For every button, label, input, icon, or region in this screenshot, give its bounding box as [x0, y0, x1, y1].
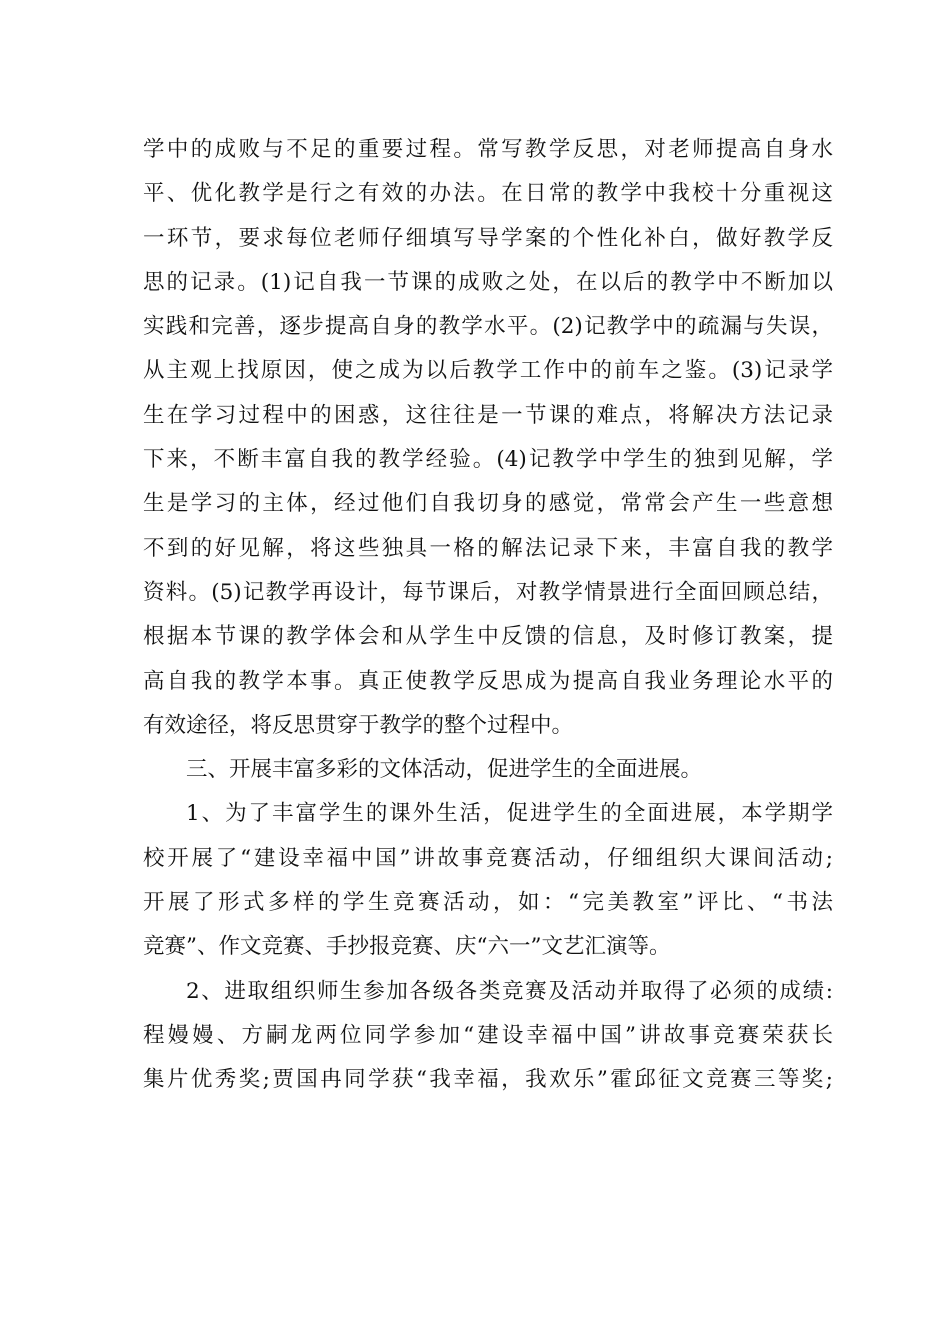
- text-line: 高自我的教学本事。真正使教学反思成为提高自我业务理论水平的: [143, 668, 833, 694]
- text-line: 学中的成败与不足的重要过程。常写教学反思，对老师提高自身水: [143, 137, 833, 162]
- text-line: 集片优秀奖;贾国冉同学获“我幸福，我欢乐”霍邱征文竞赛三等奖;: [143, 1067, 833, 1093]
- text-line: 有效途径，将反思贯穿于教学的整个过程中。: [143, 712, 574, 738]
- text-line: 实践和完善，逐步提高自身的教学水平。(2)记教学中的疏漏与失误，: [143, 314, 833, 340]
- text-line: 开展了形式多样的学生竞赛活动，如：“完美教室”评比、“书法: [143, 890, 833, 916]
- section-heading: 三、开展丰富多彩的文体活动，促进学生的全面进展。: [186, 757, 703, 783]
- text-line: 平、优化教学是行之有效的办法。在日常的教学中我校十分重视这: [143, 181, 833, 207]
- text-line: 生在学习过程中的困惑，这往往是一节课的难点，将解决方法记录: [143, 402, 833, 428]
- text-line: 2、进取组织师生参加各级各类竞赛及活动并取得了必须的成绩:: [186, 978, 833, 1004]
- text-line: 1、为了丰富学生的课外生活，促进学生的全面进展，本学期学: [186, 801, 833, 827]
- text-line: 不到的好见解，将这些独具一格的解法记录下来，丰富自我的教学: [143, 535, 833, 561]
- text-line: 从主观上找原因，使之成为以后教学工作中的前车之鉴。(3)记录学: [143, 358, 833, 384]
- text-line: 一环节，要求每位老师仔细填写导学案的个性化补白，做好教学反: [143, 225, 833, 251]
- text-line: 根据本节课的教学体会和从学生中反馈的信息，及时修订教案，提: [143, 624, 833, 650]
- text-line: 资料。(5)记教学再设计，每节课后，对教学情景进行全面回顾总结，: [143, 579, 833, 605]
- text-line: 程嫚嫚、方嗣龙两位同学参加“建设幸福中国”讲故事竞赛荣获长: [143, 1022, 833, 1048]
- text-line: 生是学习的主体，经过他们自我切身的感觉，常常会产生一些意想: [143, 491, 833, 517]
- text-line: 思的记录。(1)记自我一节课的成败之处，在以后的教学中不断加以: [143, 269, 833, 295]
- text-line: 校开展了“建设幸福中国”讲故事竞赛活动，仔细组织大课间活动;: [143, 845, 833, 871]
- body-text: [143, 128, 833, 1103]
- text-line: 下来，不断丰富自我的教学经验。(4)记教学中学生的独到见解，学: [143, 447, 833, 473]
- text-line: 竞赛”、作文竞赛、手抄报竞赛、庆“六一”文艺汇演等。: [143, 934, 671, 960]
